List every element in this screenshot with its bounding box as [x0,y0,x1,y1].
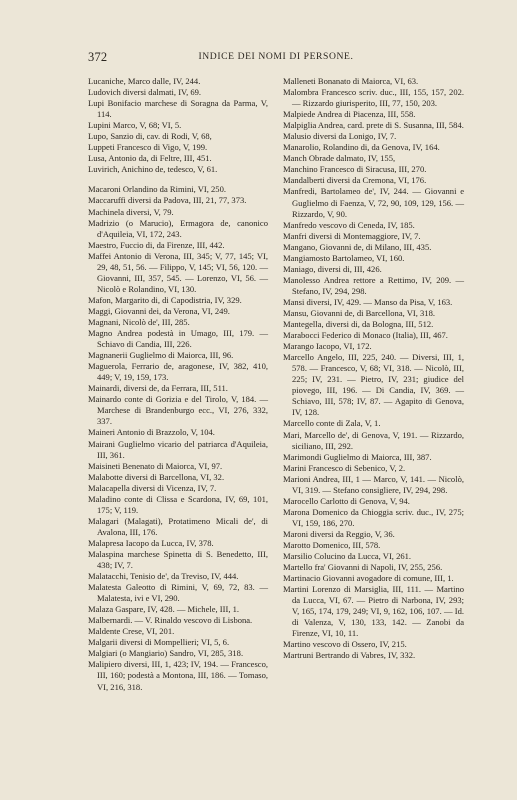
index-entry: Martello fra' Giovanni di Napoli, IV, 255, 256. [283,562,443,573]
page-header [88,50,464,66]
index-entry: Malpiglia Andrea, card. prete di S. Susanna, III, 584. [283,120,464,131]
index-entry: Marabocci Federico di Monaco (Italia), III, 467. [283,330,448,341]
index-entry: Maffei Antonio di Verona, III, 345; V, 77, 145; VI, 29, 48, 51, 56. — Filippo, V, 145; VI, 56, 120. — Giovanni, III, 357, 545. — Lorenzo, VI, 56. — Nicolò e Rolandino, VI, 130. [88,250,268,294]
index-entry: Mari, Marcello de', di Genova, V, 191. — Rizzardo, siciliano, III, 292. [283,429,464,451]
index-entry: Maladino conte di Clissa e Scardona, IV, 69, 101, 175; V, 119. [88,493,268,515]
index-entry: Maguerola, Ferrario de, aragonese, IV, 382, 410, 449; V, 19, 159, 173. [88,361,268,383]
running-title: INDICE DEI NOMI DI PERSONE. [198,51,354,62]
index-entry: Manchino Francesco di Siracusa, III, 270. [283,164,427,175]
index-entry: Maldente Crese, VI, 201. [88,626,175,637]
index-entry: Luvirich, Anichino de, tedesco, V, 61. [88,164,218,175]
index-entry: Maggi, Giovanni dei, da Verona, VI, 249. [88,305,230,316]
index-entry: Malatesta Galeotto di Rimini, V, 69, 72, 83. — Malatesta, ivi e VI, 290. [88,582,268,604]
index-entry: Marocello Carlotto di Genova, V, 94. [283,495,410,506]
index-entry: Malpiede Andrea di Piacenza, III, 558. [283,109,416,120]
index-entry: Luppeti Francesco di Vigo, V, 199. [88,142,208,153]
index-entry: Marimondi Guglielmo di Maiorca, III, 387. [283,451,432,462]
index-entry: Marcello conte di Zala, V, 1. [283,418,381,429]
index-entry: Magno Andrea podestà in Umago, III, 179. — Schiavo di Candia, III, 226. [88,328,268,350]
index-column-right [283,76,464,661]
index-entry: Marsilio Colucino da Lucca, VI, 261. [283,551,412,562]
index-entry: Marango Iacopo, VI, 172. [283,341,372,352]
index-entry: Macaroni Orlandino da Rimini, VI, 250. [88,184,226,195]
index-entry: Mantegella, diversi di, da Bologna, III, 512. [283,319,434,330]
index-entry: Malbernardi. — V. Rinaldo vescovo di Lisbona. [88,615,253,626]
index-entry: Mairani Guglielmo vicario del patriarca d'Aquileia, III, 361. [88,438,268,460]
index-entry: Malgiari (o Mangiario) Sandro, VI, 285, 318. [88,648,244,659]
index-entry: Maineri Antonio di Brazzolo, V, 104. [88,427,215,438]
index-entry: Lupi Bonifacio marchese di Soragna da Parma, V, 114. [88,98,268,120]
index-entry: Mansi diversi, IV, 429. — Manso da Pisa, V, 163. [283,296,453,307]
index-entry: Malabotte diversi di Barcellona, VI, 32. [88,471,225,482]
index-entry: Maniago, diversi di, III, 426. [283,263,382,274]
index-entry: Ludovich diversi dalmati, IV, 69. [88,87,202,98]
index-entry: Marotto Domenico, III, 578. [283,539,381,550]
index-entry: Magnani, Nicolò de', III, 285. [88,316,190,327]
index-entry: Mangiamosto Bartolameo, VI, 160. [283,252,405,263]
index-entry: Manfredi, Bartolameo de', IV, 244. — Giovanni e Guglielmo di Faenza, V, 72, 90, 109, 129, 156. — Rizzardo, V, 90. [283,186,464,219]
index-entry: Mafon, Margarito di, di Capodistria, IV, 329. [88,294,242,305]
index-entry: Machinela diversi, V, 79. [88,206,174,217]
index-entry: Mangano, Giovanni de, di Milano, III, 435. [283,241,432,252]
index-entry: Mainardi, diversi de, da Ferrara, III, 511. [88,383,228,394]
index-entry: Marcello Angelo, III, 225, 240. — Diversi, III, 1, 578. — Francesco, V, 68; VI, 318. — Nicolò, III, 225; IV, 231. — Pietro, IV, 231; giudice del piovego, III, 196. — Di Candia, IV, 369. — Schiavo, III, 578; IV, 87. — Agapito di Genova, IV, 128. [283,352,464,418]
index-entry: Malaza Gaspare, IV, 428. — Michele, III, 1. [88,604,240,615]
index-entry: Martruni Bertrando di Vabres, IV, 332. [283,650,416,661]
index-entry: Manolesso Andrea rettore a Rettimo, IV, 209. — Stefano, IV, 294, 298. [283,274,464,296]
index-entry: Marini Francesco di Sebenico, V, 2. [283,462,406,473]
index-entry: Lucaniche, Marco dalle, IV, 244. [88,76,201,86]
index-entry: Lusa, Antonio da, di Feltre, III, 451. [88,153,212,164]
index-entry: Martinacio Giovanni avogadore di comune, III, 1. [283,573,454,584]
index-entry: Martino vescovo di Ossero, IV, 215. [283,639,407,650]
index-entry: Manfri diversi di Montemaggiore, IV, 7. [283,230,421,241]
index-entry: Mainardo conte di Gorizia e del Tirolo, V, 184. — Marchese di Brandenburgo ecc., VI, 276, 332, 337. [88,394,268,427]
index-entry: Maroni diversi da Reggio, V, 36. [283,528,395,539]
index-entry: Malaspina marchese Spinetta di S. Benedetto, III, 438; IV, 7. [88,548,268,571]
index-entry: Malacapella diversi di Vicenza, IV, 7. [88,482,217,493]
index-entry: Malatacchi, Tenisio de', da Treviso, IV, 444. [88,571,239,582]
index-entry: Malusio diversi da Lonigo, IV, 7. [283,131,397,142]
index-entry: Malleneti Bonanato di Maiorca, VI, 63. [283,76,419,86]
index-entry: Malombra Francesco scriv. duc., III, 155, 157, 202. — Rizzardo giurisperito, III, 77, 150, 203. [283,87,464,109]
index-entry: Malgarii diversi di Mompellieri; VI, 5, 6. [88,637,230,648]
index-entry: Magnanerii Guglielmo di Maiorca, III, 96. [88,350,234,361]
index-entry: Malapresa Iacopo da Lucca, IV, 378. [88,537,214,548]
index-entry: Malipiero diversi, III, 1, 423; IV, 194. — Francesco, III, 160; podestà a Montona, III, 186. — Tomaso, VI, 216, 318. [88,659,268,692]
index-entry: Maisineti Benenato di Maiorca, VI, 97. [88,460,223,471]
index-entry: Manch Obrade dalmato, IV, 155, [283,153,396,164]
index-entry: Mandalberti diversi da Cremona, VI, 176. [283,175,427,186]
index-entry: Maccaruffi diversi da Padova, III, 21, 77, 373. [88,195,247,206]
index-column-left [88,76,268,693]
index-entry: Maestro, Fuccio di, da Firenze, III, 442. [88,239,225,250]
index-entry: Madrizio (o Marucio), Ermagora de, canonico d'Aquileia, VI, 172, 243. [88,217,268,239]
index-entry: Marioni Andrea, III, 1 — Marco, V, 141. — Nicolò, VI, 319. — Stefano consigliere, IV, 294, 298. [283,473,464,495]
index-entry: Martini Lorenzo di Marsiglia, III, 111. — Martino da Lucca, VI, 67. — Pietro di Narbona, IV, 293; V, 165, 174, 179, 249; VI, 9, 162, 106, 107. — Id. di Valenza, V, 130, 133, 142. — Zanobi da Firenze, VI, 10, 11. [283,584,464,639]
index-entry: Lupo, Sanzio di, cav. di Rodi, V, 68, [88,131,212,142]
index-entry: Malagari (Malagati), Protatimeno Micali de', di Avalona, III, 176. [88,515,268,537]
page-number: 372 [88,50,108,64]
index-entry: Marona Domenico da Chioggia scriv. duc., IV, 275; VI, 159, 186, 270. [283,506,464,528]
index-entry: Manfredo vescovo di Ceneda, IV, 185. [283,219,415,230]
index-entry: Mansu, Giovanni de, di Barcellona, VI, 318. [283,307,435,318]
index-entry: Manarolio, Rolandino di, da Genova, IV, 164. [283,142,440,153]
index-entry: Lupini Marco, V, 68; VI, 5. [88,120,182,131]
section-gap [88,175,268,184]
